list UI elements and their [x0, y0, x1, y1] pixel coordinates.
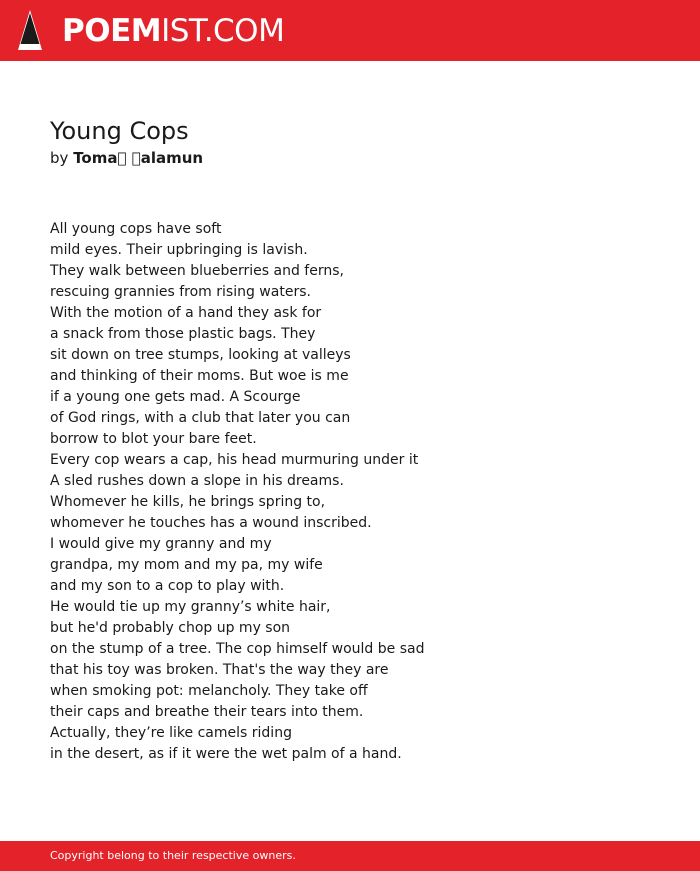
poem-body: [50, 219, 424, 765]
poem-line: when smoking pot: melancholy. They take off: [50, 683, 368, 699]
logo-bold-text: POEM: [62, 13, 162, 49]
poem-line: that his toy was broken. That's the way they are: [50, 662, 389, 678]
poem-line: a snack from those plastic bags. They: [50, 326, 316, 342]
poem-line: Actually, they’re like camels riding: [50, 725, 292, 741]
poem-line: rescuing grannies from rising waters.: [50, 284, 311, 300]
pencil-icon[interactable]: [18, 10, 42, 52]
poem-line: borrow to blot your bare feet.: [50, 431, 257, 447]
poem-line: of God rings, with a club that later you can: [50, 410, 351, 426]
poem-line: With the motion of a hand they ask for: [50, 305, 322, 321]
poem-line: A sled rushes down a slope in his dreams.: [50, 473, 344, 489]
poem-line: in the desert, as if it were the wet palm of a hand.: [50, 746, 402, 762]
author-name: Toma   alamun: [73, 149, 204, 167]
poem-line: whomever he touches has a wound inscribed.: [50, 515, 372, 531]
header-bar: [0, 0, 700, 61]
poem-line: sit down on tree stumps, looking at valleys: [50, 347, 351, 363]
poem-line: if a young one gets mad. A Scourge: [50, 389, 301, 405]
poem-line: their caps and breathe their tears into them.: [50, 704, 364, 720]
poem-line: and my son to a cop to play with.: [50, 578, 285, 594]
poem-line: but he'd probably chop up my son: [50, 620, 291, 636]
by-label: by: [50, 149, 69, 167]
logo-light-text: IST.COM: [161, 13, 285, 49]
footer-bar: [0, 841, 700, 871]
copyright-notice: Copyright belong to their respective owners.: [50, 849, 296, 862]
poem-line: on the stump of a tree. The cop himself would be sad: [50, 641, 425, 657]
poem-line: grandpa, my mom and my pa, my wife: [50, 557, 323, 573]
poem-line: Whomever he kills, he brings spring to,: [50, 494, 326, 510]
poem-line: Every cop wears a cap, his head murmuring under it: [50, 452, 419, 468]
poem-title: Young Cops: [50, 117, 189, 145]
byline: [50, 148, 203, 168]
poem-line: and thinking of their moms. But woe is me: [50, 368, 349, 384]
site-logo[interactable]: [62, 11, 284, 51]
poem-line: He would tie up my granny’s white hair,: [50, 599, 331, 615]
poem-line: They walk between blueberries and ferns,: [50, 263, 344, 279]
poem-line: I would give my granny and my: [50, 536, 272, 552]
poem-line: mild eyes. Their upbringing is lavish.: [50, 242, 308, 258]
poem-line: All young cops have soft: [50, 221, 222, 237]
